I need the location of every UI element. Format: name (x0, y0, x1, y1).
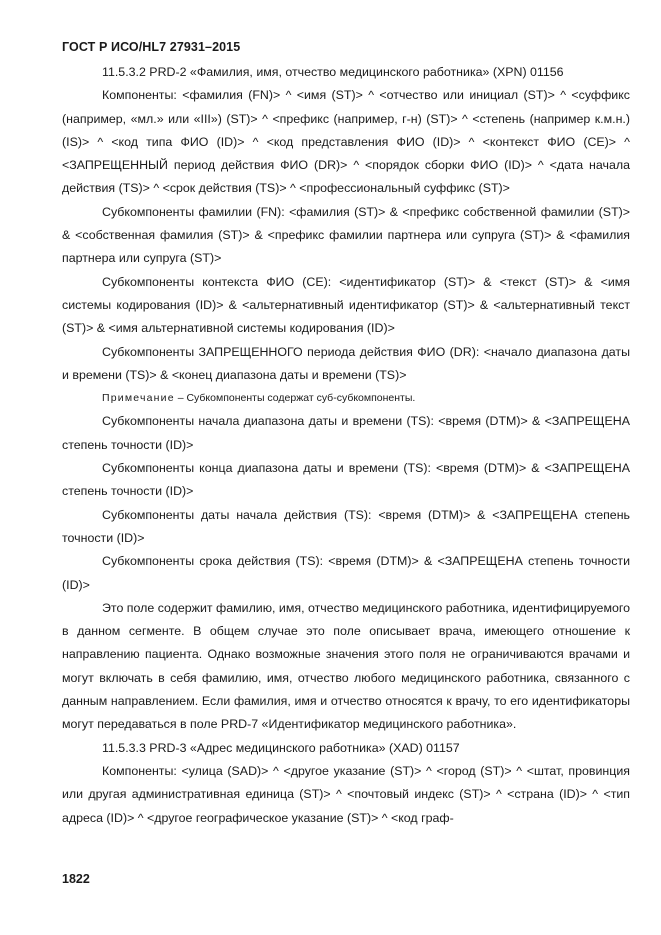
note-label: Примечание (102, 392, 175, 405)
paragraph-field-description: Это поле содержит фамилию, имя, отчество медицинского работника, идентифицируемого в данном сегменте. В общем случае это поле описывает врача, имеющего отношение к направлению пациента. Однако возможные значения этого поля не ограничиваются врачами и могут включать в себя фамилию, имя, отчество любого медицинского работника, связанного с данным направлением. Если фамилия, имя и отчество относятся к врачу, то его идентификаторы могут передаваться в поле PRD-7 «Идентификатор медицинского работника». (62, 600, 630, 732)
page-number: 1822 (62, 872, 90, 886)
section-heading-prd-3: 11.5.3.3 PRD-3 «Адрес медицинского работника» (XAD) 01157 (102, 740, 460, 755)
note-text: – Субкомпоненты содержат суб-субкомпоненты. (174, 392, 416, 405)
paragraph-components-xpn: Компоненты: <фамилия (FN)> ^ <имя (ST)> ^ <отчество или инициал (ST)> ^ <суффикс (например, «мл.» или «III») (ST)> ^ <префикс (например, г-н) (ST)> ^ <степень (например к.м.н.) (IS)> ^ <код типа ФИО (ID)> ^ <код представления ФИО (ID)> ^ <контекст ФИО (CE)> ^ <ЗАПРЕЩЕННЫЙ период действия ФИО (DR)> ^ <порядок сборки ФИО (ID)> ^ <дата начала действия (TS)> ^ <срок действия (TS)> ^ <профессиональный суффикс (ST)> (62, 88, 630, 196)
paragraph-expiration-subcomponents: Субкомпоненты срока действия (TS): <время (DTM)> & <ЗАПРЕЩЕНА степень точности (ID)> (62, 554, 630, 592)
paragraph-dr-subcomponents: Субкомпоненты ЗАПРЕЩЕННОГО периода действия ФИО (DR): <начало диапазона даты и времени (TS)> & <конец диапазона даты и времени (TS)> (62, 344, 630, 382)
paragraph-range-start-subcomponents: Субкомпоненты начала диапазона даты и времени (TS): <время (DTM)> & <ЗАПРЕЩЕНА степень точности (ID)> (62, 414, 630, 452)
note (62, 387, 630, 410)
document-body (62, 61, 630, 830)
paragraph-ce-subcomponents: Субкомпоненты контекста ФИО (CE): <идентификатор (ST)> & <текст (ST)> & <имя системы кодирования (ID)> & <альтернативный идентификатор (ST)> & <альтернативный текст (ST)> & <имя альтернативной системы кодирования (ID)> (62, 274, 630, 336)
paragraph-components-xad: Компоненты: <улица (SAD)> ^ <другое указание (ST)> ^ <город (ST)> ^ <штат, провинция или другая административная единица (ST)> ^ <почтовый индекс (ST)> ^ <страна (ID)> ^ <тип адреса (ID)> ^ <другое географическое указание (ST)> ^ <код граф- (62, 763, 630, 825)
section-heading-prd-2: 11.5.3.2 PRD-2 «Фамилия, имя, отчество медицинского работника» (XPN) 01156 (102, 65, 564, 79)
document-header: ГОСТ Р ИСО/HL7 27931–2015 (62, 40, 241, 54)
paragraph-range-end-subcomponents: Субкомпоненты конца диапазона даты и времени (TS): <время (DTM)> & <ЗАПРЕЩЕНА степень точности (ID)> (62, 461, 630, 499)
paragraph-fn-subcomponents: Субкомпоненты фамилии (FN): <фамилия (ST)> & <префикс собственной фамилии (ST)> & <собственная фамилия (ST)> & <префикс фамилии партнера или супруга (ST)> & <фамилия партнера или супруга (ST)> (62, 204, 630, 266)
paragraph-effective-date-subcomponents: Субкомпоненты даты начала действия (TS): <время (DTM)> & <ЗАПРЕЩЕНА степень точности (ID)> (62, 507, 630, 545)
